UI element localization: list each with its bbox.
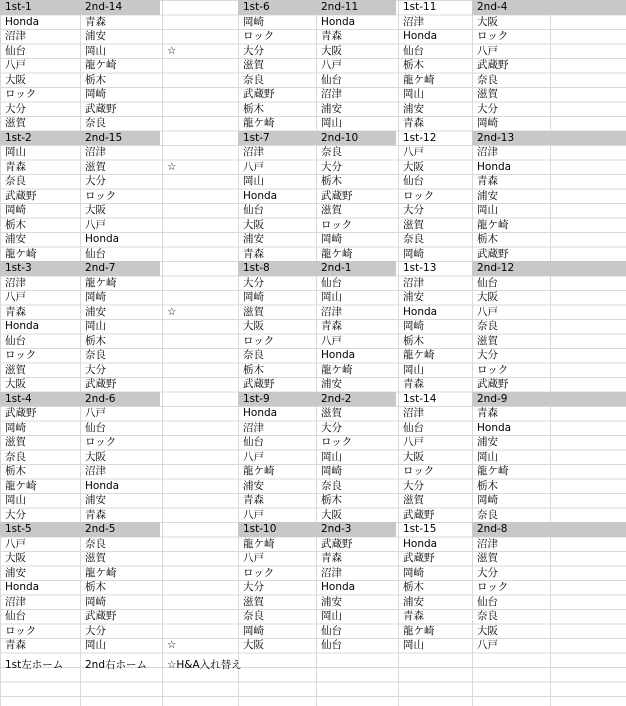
home-team-cell[interactable]: 沼津	[5, 30, 26, 42]
home-team-cell[interactable]: 大阪	[5, 552, 26, 564]
home-team-cell[interactable]: 栃木	[5, 218, 26, 231]
away-team-cell[interactable]: 武蔵野	[85, 102, 117, 115]
away-team-cell[interactable]: 浦安	[85, 305, 106, 318]
match-header-2nd[interactable]: 2nd-1	[321, 262, 352, 274]
home-team-cell[interactable]: ロック	[5, 349, 37, 361]
home-team-cell[interactable]: 青森	[5, 305, 26, 318]
match-header-1st[interactable]: 1st-6	[243, 1, 270, 13]
match-header-1st[interactable]: 1st-8	[243, 262, 270, 274]
away-team-cell[interactable]: 岡山	[321, 291, 342, 303]
home-team-cell[interactable]: 仙台	[5, 610, 26, 622]
away-team-cell[interactable]: 龍ケ崎	[85, 276, 117, 289]
home-team-cell[interactable]: 大阪	[403, 160, 424, 173]
away-team-cell[interactable]: ロック	[477, 363, 509, 376]
home-team-cell[interactable]: 滋賀	[243, 305, 264, 318]
away-team-cell[interactable]: ロック	[477, 30, 509, 42]
away-team-cell[interactable]: 滋賀	[477, 552, 498, 564]
match-header-2nd[interactable]: 2nd-10	[321, 131, 359, 144]
home-team-cell[interactable]: 青森	[403, 117, 424, 129]
home-team-cell[interactable]: 滋賀	[5, 436, 26, 448]
away-team-cell[interactable]: 武蔵野	[477, 378, 509, 390]
match-header-1st[interactable]: 1st-1	[5, 1, 32, 13]
home-team-cell[interactable]: Honda	[243, 189, 278, 202]
away-team-cell[interactable]: 大分	[477, 349, 498, 361]
home-team-cell[interactable]: 青森	[5, 160, 26, 173]
away-team-cell[interactable]: 岡崎	[321, 233, 342, 245]
away-team-cell[interactable]: 八戸	[477, 44, 498, 57]
home-team-cell[interactable]: 八戸	[403, 436, 424, 448]
home-team-cell[interactable]: 大分	[403, 204, 424, 216]
away-team-cell[interactable]: 青森	[477, 407, 498, 419]
away-team-cell[interactable]: 岡山	[321, 450, 342, 463]
away-team-cell[interactable]: 栃木	[321, 175, 342, 187]
away-team-cell[interactable]: 岡山	[321, 117, 342, 129]
home-team-cell[interactable]: 龍ケ崎	[5, 247, 37, 260]
away-team-cell[interactable]: 大分	[321, 421, 342, 434]
home-team-cell[interactable]: 仙台	[5, 334, 26, 347]
away-team-cell[interactable]: 武蔵野	[477, 247, 509, 260]
away-team-cell[interactable]: 青森	[321, 30, 342, 42]
away-team-cell[interactable]: 栃木	[85, 73, 106, 86]
away-team-cell[interactable]: 大分	[477, 102, 498, 115]
home-team-cell[interactable]: 奈良	[5, 450, 26, 463]
home-team-cell[interactable]: 大阪	[243, 320, 264, 332]
home-team-cell[interactable]: 岡山	[243, 175, 264, 187]
home-team-cell[interactable]: 仙台	[243, 436, 264, 448]
away-team-cell[interactable]: 大分	[321, 160, 342, 173]
swap-star-cell[interactable]: ☆	[167, 44, 177, 57]
home-team-cell[interactable]: 浦安	[243, 233, 264, 245]
home-team-cell[interactable]: 武蔵野	[5, 189, 37, 202]
away-team-cell[interactable]: 奈良	[85, 537, 106, 550]
away-team-cell[interactable]: 龍ケ崎	[477, 465, 509, 477]
away-team-cell[interactable]: 奈良	[477, 320, 498, 332]
home-team-cell[interactable]: 八戸	[5, 59, 26, 71]
home-team-cell[interactable]: Honda	[5, 581, 40, 593]
home-team-cell[interactable]: ロック	[243, 566, 275, 579]
away-team-cell[interactable]: 龍ケ崎	[321, 363, 353, 376]
away-team-cell[interactable]: 栃木	[85, 581, 106, 593]
away-team-cell[interactable]: 仙台	[477, 276, 498, 289]
away-team-cell[interactable]: 大阪	[477, 291, 498, 303]
home-team-cell[interactable]: 武蔵野	[243, 88, 275, 100]
home-team-cell[interactable]: 大分	[243, 44, 264, 57]
home-team-cell[interactable]: 岡山	[5, 494, 26, 506]
match-header-1st[interactable]: 1st-10	[243, 523, 277, 535]
away-team-cell[interactable]: 栃木	[85, 334, 106, 347]
home-team-cell[interactable]: 沼津	[403, 407, 424, 419]
match-header-2nd[interactable]: 2nd-3	[321, 523, 352, 535]
away-team-cell[interactable]: 仙台	[85, 247, 106, 260]
away-team-cell[interactable]: 仙台	[85, 421, 106, 434]
home-team-cell[interactable]: 仙台	[5, 44, 26, 57]
home-team-cell[interactable]: 浦安	[5, 566, 26, 579]
home-team-cell[interactable]: 仙台	[403, 44, 424, 57]
home-team-cell[interactable]: 奈良	[243, 349, 264, 361]
home-team-cell[interactable]: 仙台	[243, 204, 264, 216]
home-team-cell[interactable]: 大分	[243, 276, 264, 289]
away-team-cell[interactable]: 栃木	[477, 479, 498, 492]
home-team-cell[interactable]: 岡崎	[5, 204, 26, 216]
home-team-cell[interactable]: 武蔵野	[403, 508, 435, 521]
match-header-1st[interactable]: 1st-9	[243, 392, 270, 405]
away-team-cell[interactable]: 仙台	[477, 595, 498, 608]
away-team-cell[interactable]: 八戸	[477, 639, 498, 651]
away-team-cell[interactable]: 大阪	[85, 450, 106, 463]
away-team-cell[interactable]: 滋賀	[85, 552, 106, 564]
away-team-cell[interactable]: Honda	[85, 233, 120, 245]
home-team-cell[interactable]: 青森	[243, 494, 264, 506]
match-header-2nd[interactable]: 2nd-2	[321, 392, 352, 405]
home-team-cell[interactable]: 岡崎	[243, 624, 264, 637]
home-team-cell[interactable]: 岡崎	[243, 291, 264, 303]
away-team-cell[interactable]: 青森	[85, 508, 106, 521]
away-team-cell[interactable]: 仙台	[321, 624, 342, 637]
home-team-cell[interactable]: 岡崎	[403, 247, 424, 260]
away-team-cell[interactable]: 奈良	[477, 73, 498, 86]
legend-swap-note[interactable]: ☆H&A入れ替え	[167, 659, 242, 671]
away-team-cell[interactable]: 奈良	[321, 146, 342, 158]
home-team-cell[interactable]: 沼津	[5, 276, 26, 289]
away-team-cell[interactable]: 岡山	[477, 204, 498, 216]
away-team-cell[interactable]: 栃木	[321, 494, 342, 506]
away-team-cell[interactable]: 栃木	[477, 233, 498, 245]
match-header-1st[interactable]: 1st-7	[243, 131, 270, 144]
away-team-cell[interactable]: 岡山	[321, 610, 342, 622]
home-team-cell[interactable]: 岡山	[403, 363, 424, 376]
home-team-cell[interactable]: 八戸	[5, 537, 26, 550]
away-team-cell[interactable]: Honda	[85, 479, 120, 492]
home-team-cell[interactable]: 大阪	[243, 639, 264, 651]
home-team-cell[interactable]: 奈良	[243, 73, 264, 86]
match-header-2nd[interactable]: 2nd-4	[477, 1, 508, 13]
home-team-cell[interactable]: 八戸	[243, 508, 264, 521]
away-team-cell[interactable]: 沼津	[85, 146, 106, 158]
away-team-cell[interactable]: 八戸	[477, 305, 498, 318]
home-team-cell[interactable]: ロック	[243, 30, 275, 42]
away-team-cell[interactable]: 龍ケ崎	[85, 566, 117, 579]
home-team-cell[interactable]: 仙台	[403, 421, 424, 434]
away-team-cell[interactable]: 大阪	[321, 508, 342, 521]
away-team-cell[interactable]: 岡山	[85, 44, 106, 57]
away-team-cell[interactable]: ロック	[477, 581, 509, 593]
away-team-cell[interactable]: 滋賀	[321, 204, 342, 216]
away-team-cell[interactable]: 大阪	[477, 624, 498, 637]
away-team-cell[interactable]: 青森	[321, 320, 342, 332]
away-team-cell[interactable]: 奈良	[477, 610, 498, 622]
home-team-cell[interactable]: 大分	[403, 479, 424, 492]
match-header-2nd[interactable]: 2nd-9	[477, 392, 508, 405]
match-header-1st[interactable]: 1st-14	[403, 392, 437, 405]
away-team-cell[interactable]: 浦安	[477, 189, 498, 202]
home-team-cell[interactable]: 奈良	[243, 610, 264, 622]
home-team-cell[interactable]: 青森	[5, 639, 26, 651]
home-team-cell[interactable]: 龍ケ崎	[5, 479, 37, 492]
away-team-cell[interactable]: 沼津	[477, 146, 498, 158]
home-team-cell[interactable]: Honda	[403, 30, 438, 42]
home-team-cell[interactable]: 八戸	[243, 450, 264, 463]
match-header-2nd[interactable]: 2nd-12	[477, 262, 515, 274]
home-team-cell[interactable]: 武蔵野	[403, 552, 435, 564]
away-team-cell[interactable]: 浦安	[85, 494, 106, 506]
away-team-cell[interactable]: 仙台	[321, 639, 342, 651]
home-team-cell[interactable]: 奈良	[403, 233, 424, 245]
home-team-cell[interactable]: 滋賀	[243, 595, 264, 608]
away-team-cell[interactable]: 八戸	[85, 407, 106, 419]
home-team-cell[interactable]: 大阪	[243, 218, 264, 231]
home-team-cell[interactable]: 龍ケ崎	[403, 624, 435, 637]
away-team-cell[interactable]: 岡崎	[477, 494, 498, 506]
home-team-cell[interactable]: ロック	[243, 334, 275, 347]
away-team-cell[interactable]: 大分	[85, 624, 106, 637]
home-team-cell[interactable]: 大阪	[5, 378, 26, 390]
away-team-cell[interactable]: 青森	[321, 552, 342, 564]
away-team-cell[interactable]: ロック	[321, 218, 353, 231]
away-team-cell[interactable]: 武蔵野	[85, 378, 117, 390]
home-team-cell[interactable]: Honda	[403, 305, 438, 318]
home-team-cell[interactable]: 浦安	[403, 291, 424, 303]
home-team-cell[interactable]: 沼津	[403, 15, 424, 28]
match-header-1st[interactable]: 1st-2	[5, 131, 32, 144]
home-team-cell[interactable]: 岡山	[403, 88, 424, 100]
home-team-cell[interactable]: 八戸	[243, 160, 264, 173]
away-team-cell[interactable]: 武蔵野	[321, 537, 353, 550]
away-team-cell[interactable]: 大阪	[477, 15, 498, 28]
away-team-cell[interactable]: 大阪	[85, 204, 106, 216]
swap-star-cell[interactable]: ☆	[167, 160, 177, 173]
home-team-cell[interactable]: 龍ケ崎	[403, 349, 435, 361]
away-team-cell[interactable]: 青森	[85, 15, 106, 28]
home-team-cell[interactable]: 大阪	[403, 450, 424, 463]
home-team-cell[interactable]: 滋賀	[5, 117, 26, 129]
away-team-cell[interactable]: 八戸	[321, 334, 342, 347]
home-team-cell[interactable]: 岡崎	[243, 15, 264, 28]
away-team-cell[interactable]: 仙台	[321, 276, 342, 289]
match-header-2nd[interactable]: 2nd-8	[477, 523, 508, 535]
away-team-cell[interactable]: 龍ケ崎	[85, 59, 117, 71]
match-header-2nd[interactable]: 2nd-7	[85, 262, 116, 274]
away-team-cell[interactable]: 滋賀	[477, 88, 498, 100]
match-header-1st[interactable]: 1st-4	[5, 392, 32, 405]
home-team-cell[interactable]: 岡崎	[403, 320, 424, 332]
away-team-cell[interactable]: 奈良	[85, 349, 106, 361]
home-team-cell[interactable]: ロック	[403, 189, 435, 202]
away-team-cell[interactable]: 奈良	[321, 479, 342, 492]
away-team-cell[interactable]: 龍ケ崎	[477, 218, 509, 231]
home-team-cell[interactable]: 大分	[243, 581, 264, 593]
home-team-cell[interactable]: 大分	[5, 508, 26, 521]
away-team-cell[interactable]: 沼津	[477, 537, 498, 550]
away-team-cell[interactable]: ロック	[85, 189, 117, 202]
home-team-cell[interactable]: 岡崎	[5, 421, 26, 434]
home-team-cell[interactable]: ロック	[5, 88, 37, 100]
home-team-cell[interactable]: 八戸	[5, 291, 26, 303]
home-team-cell[interactable]: 八戸	[243, 552, 264, 564]
away-team-cell[interactable]: 岡山	[85, 320, 106, 332]
match-header-1st[interactable]: 1st-11	[403, 1, 437, 13]
match-header-1st[interactable]: 1st-12	[403, 131, 437, 144]
home-team-cell[interactable]: 滋賀	[403, 494, 424, 506]
away-team-cell[interactable]: 大分	[477, 566, 498, 579]
match-header-2nd[interactable]: 2nd-5	[85, 523, 116, 535]
home-team-cell[interactable]: 武蔵野	[5, 407, 37, 419]
home-team-cell[interactable]: ロック	[5, 624, 37, 637]
away-team-cell[interactable]: 滋賀	[321, 407, 342, 419]
home-team-cell[interactable]: 沼津	[243, 421, 264, 434]
away-team-cell[interactable]: 浦安	[477, 436, 498, 448]
home-team-cell[interactable]: Honda	[403, 537, 438, 550]
home-team-cell[interactable]: 龍ケ崎	[243, 465, 275, 477]
home-team-cell[interactable]: 栃木	[403, 581, 424, 593]
match-header-2nd[interactable]: 2nd-11	[321, 1, 359, 13]
away-team-cell[interactable]: 浦安	[321, 102, 342, 115]
match-header-2nd[interactable]: 2nd-6	[85, 392, 116, 405]
home-team-cell[interactable]: 武蔵野	[243, 378, 275, 390]
away-team-cell[interactable]: 仙台	[321, 73, 342, 86]
swap-star-cell[interactable]: ☆	[167, 305, 177, 318]
home-team-cell[interactable]: 龍ケ崎	[243, 537, 275, 550]
home-team-cell[interactable]: ロック	[403, 465, 435, 477]
away-team-cell[interactable]: 奈良	[85, 117, 106, 129]
home-team-cell[interactable]: 浦安	[403, 595, 424, 608]
home-team-cell[interactable]: 浦安	[403, 102, 424, 115]
home-team-cell[interactable]: 大阪	[5, 73, 26, 86]
home-team-cell[interactable]: Honda	[5, 320, 40, 332]
away-team-cell[interactable]: ロック	[321, 436, 353, 448]
home-team-cell[interactable]: 龍ケ崎	[403, 73, 435, 86]
match-header-2nd[interactable]: 2nd-14	[85, 1, 123, 13]
home-team-cell[interactable]: 沼津	[403, 276, 424, 289]
away-team-cell[interactable]: 岡崎	[85, 291, 106, 303]
away-team-cell[interactable]: 沼津	[321, 305, 342, 318]
away-team-cell[interactable]: 青森	[477, 175, 498, 187]
away-team-cell[interactable]: 岡崎	[321, 465, 342, 477]
home-team-cell[interactable]: 青森	[243, 247, 264, 260]
away-team-cell[interactable]: 大分	[85, 363, 106, 376]
home-team-cell[interactable]: 滋賀	[403, 218, 424, 231]
home-team-cell[interactable]: 浦安	[243, 479, 264, 492]
home-team-cell[interactable]: 栃木	[403, 59, 424, 71]
home-team-cell[interactable]: 青森	[403, 378, 424, 390]
away-team-cell[interactable]: ロック	[85, 436, 117, 448]
home-team-cell[interactable]: 八戸	[403, 146, 424, 158]
away-team-cell[interactable]: 滋賀	[85, 160, 106, 173]
away-team-cell[interactable]: 岡崎	[477, 117, 498, 129]
away-team-cell[interactable]: 武蔵野	[321, 189, 353, 202]
away-team-cell[interactable]: 大阪	[321, 44, 342, 57]
home-team-cell[interactable]: 栃木	[243, 102, 264, 115]
away-team-cell[interactable]: 沼津	[85, 465, 106, 477]
away-team-cell[interactable]: Honda	[477, 160, 512, 173]
home-team-cell[interactable]: Honda	[5, 15, 40, 28]
away-team-cell[interactable]: Honda	[477, 421, 512, 434]
home-team-cell[interactable]: 栃木	[243, 363, 264, 376]
away-team-cell[interactable]: 八戸	[321, 59, 342, 71]
legend-1st-home[interactable]: 1st左ホーム	[5, 659, 64, 671]
home-team-cell[interactable]: 奈良	[5, 175, 26, 187]
away-team-cell[interactable]: 滋賀	[477, 334, 498, 347]
home-team-cell[interactable]: 青森	[403, 610, 424, 622]
home-team-cell[interactable]: 沼津	[243, 146, 264, 158]
away-team-cell[interactable]: 岡崎	[85, 595, 106, 608]
away-team-cell[interactable]: 岡山	[85, 639, 106, 651]
away-team-cell[interactable]: 奈良	[477, 508, 498, 521]
swap-star-cell[interactable]: ☆	[167, 639, 177, 651]
match-header-1st[interactable]: 1st-15	[403, 523, 437, 535]
home-team-cell[interactable]: 栃木	[403, 334, 424, 347]
match-header-2nd[interactable]: 2nd-15	[85, 131, 123, 144]
home-team-cell[interactable]: 浦安	[5, 233, 26, 245]
home-team-cell[interactable]: 大分	[5, 102, 26, 115]
home-team-cell[interactable]: 岡山	[403, 639, 424, 651]
home-team-cell[interactable]: 岡山	[5, 146, 26, 158]
away-team-cell[interactable]: Honda	[321, 349, 356, 361]
away-team-cell[interactable]: 岡山	[477, 450, 498, 463]
away-team-cell[interactable]: Honda	[321, 581, 356, 593]
home-team-cell[interactable]: 滋賀	[243, 59, 264, 71]
away-team-cell[interactable]: 武蔵野	[85, 610, 117, 622]
away-team-cell[interactable]: 武蔵野	[477, 59, 509, 71]
away-team-cell[interactable]: 大分	[85, 175, 106, 187]
away-team-cell[interactable]: 浦安	[321, 378, 342, 390]
away-team-cell[interactable]: Honda	[321, 15, 356, 28]
away-team-cell[interactable]: 八戸	[85, 218, 106, 231]
home-team-cell[interactable]: 龍ケ崎	[243, 117, 275, 129]
match-header-1st[interactable]: 1st-5	[5, 523, 32, 535]
home-team-cell[interactable]: 仙台	[403, 175, 424, 187]
away-team-cell[interactable]: 龍ケ崎	[321, 247, 353, 260]
match-header-1st[interactable]: 1st-3	[5, 262, 32, 274]
home-team-cell[interactable]: 岡崎	[403, 566, 424, 579]
home-team-cell[interactable]: 滋賀	[5, 363, 26, 376]
match-header-2nd[interactable]: 2nd-13	[477, 131, 515, 144]
away-team-cell[interactable]: 浦安	[85, 30, 106, 42]
home-team-cell[interactable]: 栃木	[5, 465, 26, 477]
match-header-1st[interactable]: 1st-13	[403, 262, 437, 274]
away-team-cell[interactable]: 沼津	[321, 566, 342, 579]
away-team-cell[interactable]: 浦安	[321, 595, 342, 608]
home-team-cell[interactable]: Honda	[243, 407, 278, 419]
home-team-cell[interactable]: 沼津	[5, 595, 26, 608]
away-team-cell[interactable]: 岡崎	[85, 88, 106, 100]
away-team-cell[interactable]: 沼津	[321, 88, 342, 100]
legend-2nd-home[interactable]: 2nd右ホーム	[85, 659, 148, 671]
